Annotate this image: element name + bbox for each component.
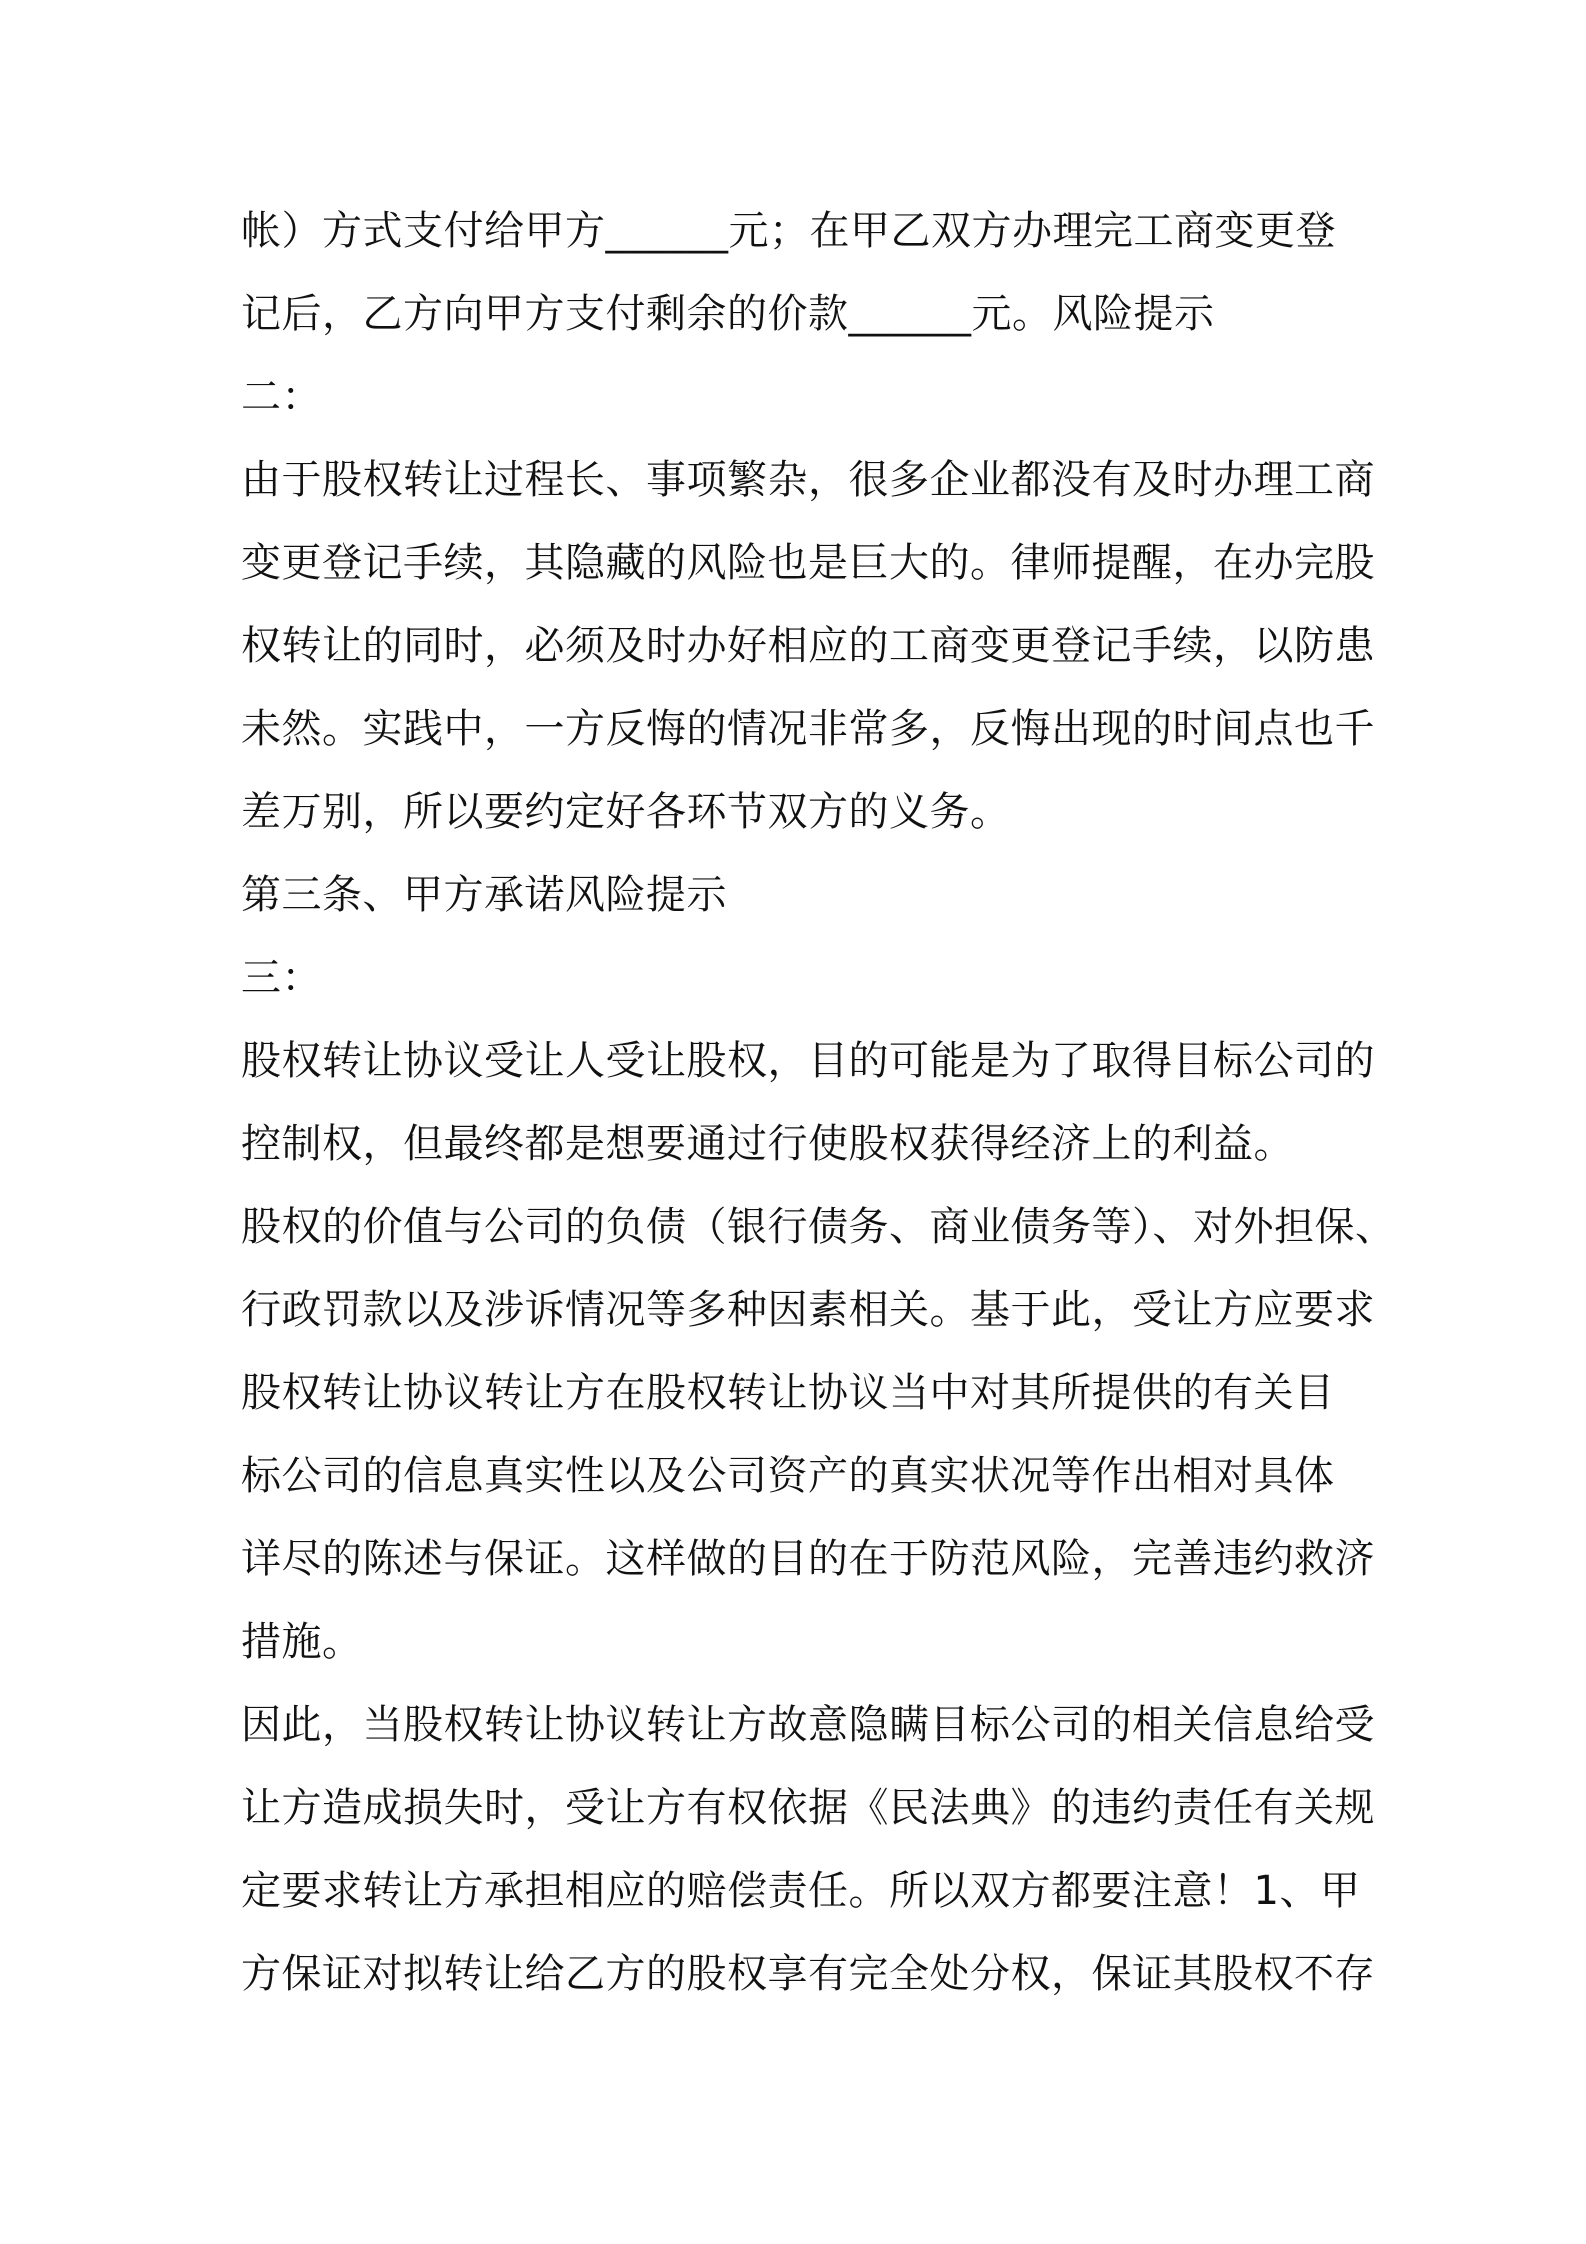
text-line: 股权转让协议受让人受让股权，目的可能是为了取得目标公司的 bbox=[241, 1038, 1375, 1084]
text-line: 股权的价值与公司的负债（银行债务、商业债务等）、对外担保、 bbox=[241, 1204, 1396, 1250]
section-marker: 三： bbox=[241, 955, 322, 1001]
text-line: 控制权，但最终都是想要通过行使股权获得经济上的利益。 bbox=[241, 1121, 1294, 1167]
text-line: 详尽的陈述与保证。这样做的目的在于防范风险，完善违约救济 bbox=[241, 1536, 1375, 1582]
text-line: 权转让的同时，必须及时办好相应的工商变更登记手续，以防患 bbox=[241, 623, 1375, 669]
text-line: 未然。实践中，一方反悔的情况非常多，反悔出现的时间点也千 bbox=[241, 706, 1375, 752]
section-marker: 二： bbox=[241, 374, 322, 420]
text-line: 变更登记手续，其隐藏的风险也是巨大的。律师提醒，在办完股 bbox=[241, 540, 1375, 586]
text-line: 帐）方式支付给甲方______元；在甲乙双方办理完工商变更登 bbox=[241, 208, 1336, 254]
text-line: 定要求转让方承担相应的赔偿责任。所以双方都要注意！1、甲 bbox=[241, 1868, 1361, 1914]
text-line: 标公司的信息真实性以及公司资产的真实状况等作出相对具体 bbox=[241, 1453, 1335, 1499]
text-line: 方保证对拟转让给乙方的股权享有完全处分权，保证其股权不存 bbox=[241, 1951, 1375, 1997]
section-heading: 第三条、甲方承诺风险提示 bbox=[241, 872, 727, 918]
text-line: 股权转让协议转让方在股权转让协议当中对其所提供的有关目 bbox=[241, 1370, 1335, 1416]
text-line: 因此，当股权转让协议转让方故意隐瞒目标公司的相关信息给受 bbox=[241, 1702, 1375, 1748]
document-body bbox=[241, 190, 1396, 2016]
text-line: 行政罚款以及涉诉情况等多种因素相关。基于此，受让方应要求 bbox=[241, 1287, 1375, 1333]
text-line: 差万别，所以要约定好各环节双方的义务。 bbox=[241, 789, 1011, 835]
text-line: 由于股权转让过程长、事项繁杂，很多企业都没有及时办理工商 bbox=[241, 457, 1375, 503]
text-line: 记后，乙方向甲方支付剩余的价款______元。风险提示 bbox=[241, 291, 1215, 337]
text-line: 让方造成损失时，受让方有权依据《民法典》的违约责任有关规 bbox=[241, 1785, 1375, 1831]
text-line: 措施。 bbox=[241, 1619, 363, 1665]
